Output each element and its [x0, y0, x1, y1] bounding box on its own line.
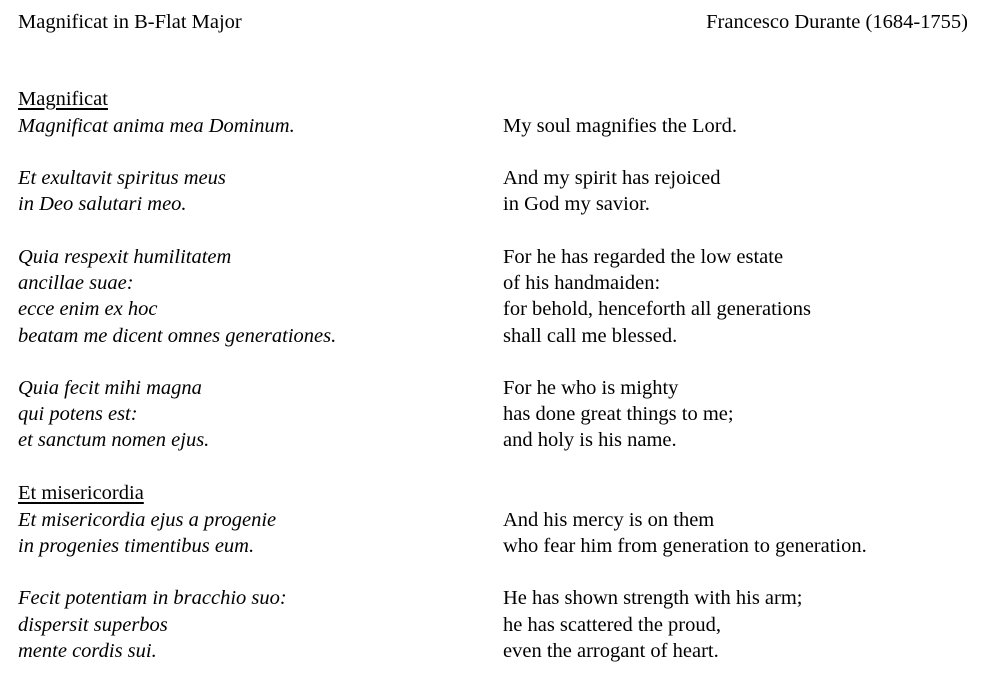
english-line: For he has regarded the low estate — [503, 246, 784, 268]
latin-line: ecce enim ex hoc — [18, 298, 158, 320]
english-line: has done great things to me; — [503, 403, 734, 425]
english-line: shall call me blessed. — [503, 325, 678, 347]
english-line: And his mercy is on them — [503, 509, 715, 531]
english-line: of his handmaiden: — [503, 272, 661, 294]
latin-line: Magnificat anima mea Dominum. — [18, 115, 295, 137]
section-heading: Et misericordia — [18, 482, 144, 504]
english-line: who fear him from generation to generation. — [503, 535, 867, 557]
latin-line: Quia fecit mihi magna — [18, 377, 202, 399]
english-line: My soul magnifies the Lord. — [503, 115, 738, 137]
latin-line: mente cordis sui. — [18, 640, 157, 662]
latin-line: et sanctum nomen ejus. — [18, 429, 210, 451]
composer-credit: Francesco Durante (1684-1755) — [706, 11, 968, 33]
english-line: For he who is mighty — [503, 377, 679, 399]
latin-line: Quia respexit humilitatem — [18, 246, 232, 268]
latin-line: Et misericordia ejus a progenie — [18, 509, 277, 531]
section-heading: Magnificat — [18, 88, 108, 110]
english-line: and holy is his name. — [503, 429, 677, 451]
latin-line: Fecit potentiam in bracchio suo: — [18, 587, 287, 609]
english-line: for behold, henceforth all generations — [503, 298, 811, 320]
english-line: even the arrogant of heart. — [503, 640, 719, 662]
latin-line: in progenies timentibus eum. — [18, 535, 255, 557]
latin-line: Et exultavit spiritus meus — [18, 167, 226, 189]
latin-line: dispersit superbos — [18, 614, 168, 636]
english-line: he has scattered the proud, — [503, 614, 722, 636]
english-line: And my spirit has rejoiced — [503, 167, 721, 189]
english-line: He has shown strength with his arm; — [503, 587, 803, 609]
latin-line: ancillae suae: — [18, 272, 134, 294]
english-line: in God my savior. — [503, 193, 650, 215]
latin-line: beatam me dicent omnes generationes. — [18, 325, 337, 347]
latin-line: in Deo salutari meo. — [18, 193, 187, 215]
latin-line: qui potens est: — [18, 403, 138, 425]
piece-title: Magnificat in B-Flat Major — [18, 11, 242, 33]
